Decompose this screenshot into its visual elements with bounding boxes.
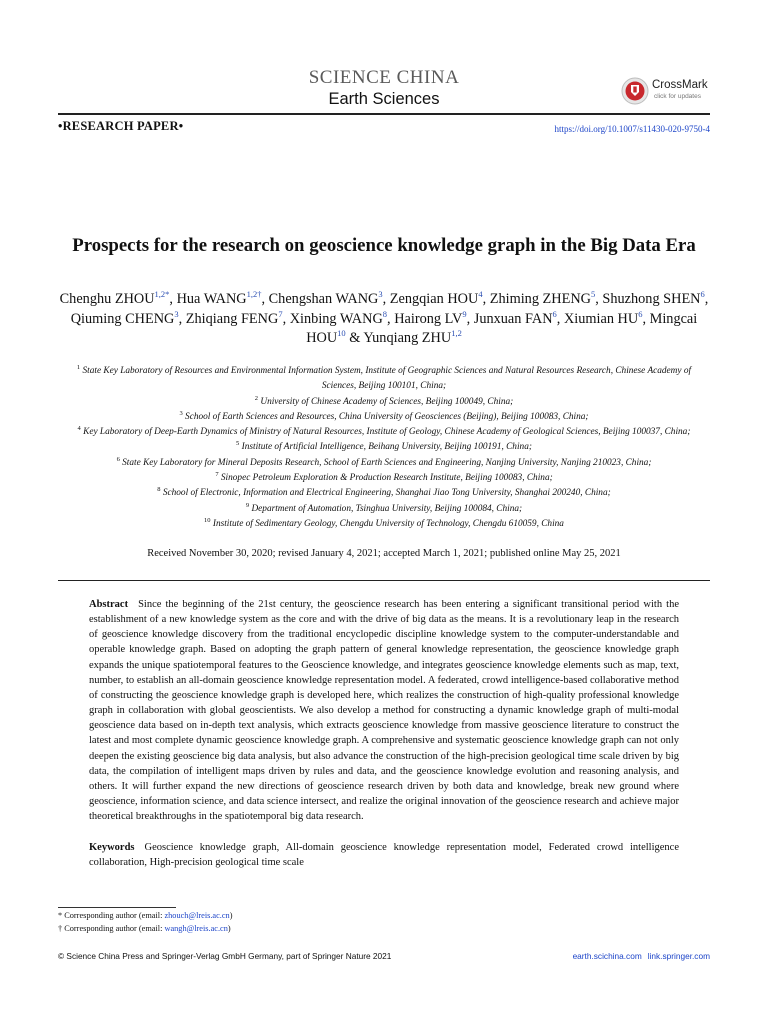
affiliation-item <box>70 517 698 532</box>
author-name: Shuzhong SHEN <box>602 291 701 307</box>
paper-type-label: •RESEARCH PAPER• <box>58 119 184 133</box>
author-name: Xiumian HU <box>563 310 639 327</box>
affiliation-item <box>70 456 698 471</box>
copyright-notice: © Science China Press and Springer-Verlag GmbH Germany, part of Springer Nature 2021 <box>58 951 392 961</box>
author-name: Hairong LV <box>394 310 463 327</box>
affiliation-item <box>70 502 698 517</box>
affiliation-number: 6 <box>116 455 120 463</box>
author-affiliation-mark: 10 <box>337 328 346 339</box>
author-affiliation-mark: 3 <box>174 308 179 319</box>
affiliation-item <box>70 395 698 410</box>
affiliation-text: University of Chinese Academy of Sciences, Beijing 100049, China; <box>260 396 514 407</box>
footnote-close: ) <box>229 911 233 920</box>
crossmark-icon <box>621 77 649 105</box>
affiliation-text: State Key Laboratory of Resources and Environmental Information System, Institute of Geographic Sciences and Natural Resources Research, Chinese Academy of Sciences, Beijing 100101, China; <box>82 366 692 392</box>
author-affiliation-mark: 6 <box>638 308 643 319</box>
keywords-text: Geoscience knowledge graph, All-domain geoscience knowledge representation model, Federated crowd intelligence collaboration, High-precision geological time scale <box>89 842 679 869</box>
footnote-corresponding-2 <box>58 923 231 934</box>
author-affiliation-mark: 6 <box>552 308 557 319</box>
crossmark-subtitle: click for updates <box>654 93 701 100</box>
author-name: Zhiqiang FENG <box>185 310 279 327</box>
paper-title: Prospects for the research on geoscience knowledge graph in the Big Data Era <box>72 235 696 256</box>
author-affiliation-mark: 9 <box>462 308 467 319</box>
affiliation-list <box>70 364 698 532</box>
footer-links <box>567 951 710 961</box>
affiliation-item <box>70 486 698 501</box>
abstract-section <box>89 597 679 824</box>
springer-link[interactable]: link.springer.com <box>647 951 710 961</box>
footnote-mark: * <box>58 911 63 920</box>
author-name: Junxuan FAN <box>473 310 553 327</box>
author-name: Qiuming CHENG <box>70 310 175 327</box>
affiliation-text: Institute of Sedimentary Geology, Chengdu University of Technology, Chengdu 610059, China <box>212 518 564 529</box>
footnote-mark: † <box>58 924 63 933</box>
journal-subtitle: Earth Sciences <box>328 90 440 108</box>
author-affiliation-mark: 1,2† <box>246 289 262 299</box>
footnote-close: ) <box>227 924 231 933</box>
author-list: Chenghu $ZHOU^{1,2*}$, Hua $WANG^{1,2\dagger}$, Chengshan WANG$^3$, Zengqian HOU$^4$, Zhiming ZHENG$^5$, Shuzhong SHEN$^6$, Qiuming CHENG$^3$, Zhiqiang FENG$^7$, Xinbing WANG$^8$, Hairong $LV^9$, Junxuan FAN$^6$, Xiumian $HU^6$, Mingcai HOU$^{10}$ & Yunqiang ZHU$^{1,2}$ <box>59 289 709 347</box>
crossmark-title: CrossMark <box>652 79 708 91</box>
affiliation-number: 4 <box>77 425 81 433</box>
abstract-text: Since the beginning of the 21st century, the geoscience research has been entering a significant transitional period with the establishment of a new knowledge system as the core and with the drive of big data as the means. It is a revolutionary leap in the research of geoscience knowledge discovery from the traditional encyclopedic discipline knowledge system to the computer-understandable and operable knowledge graph. Based on adopting the graph pattern of general knowledge representation, the geoscience knowledge graph expands the unique spatiotemporal features to the Geoscience knowledge, and integrates geoscience knowledge elements such as map, text, number, to establish an all-domain geoscience knowledge representation model. A federated, crowd intelligence-based collaborative method of constructing the geoscience knowledge graph is developed here, which realizes the construction of high-quality professional knowledge graph in collaboration with global geoscientists. We also develop a method for constructing a dynamic knowledge graph of multi-modal geoscience data based on in-depth text analysis, which extracts geoscience knowledge from massive geoscience literature to construct the latest and most complete dynamic geoscience knowledge graph. A comprehensive and systematic geoscience knowledge graph can not only deepen the existing geoscience big data analysis, but also advance the construction of the high-precision geological time scale driven by big data, the compilation of intelligent maps driven by rules and data, and the geoscience knowledge evolution and reasoning analysis, and others. It will further expand the new directions of geoscience research driven by both data and knowledge, break new ground where geoscience, information science, and data science intersect, and realize the original innovation of the geoscience research and achieve major theoretical breakthroughs in the spatiotemporal big data research. <box>89 599 679 823</box>
scichina-link[interactable]: earth.scichina.com <box>572 951 642 961</box>
abstract-divider <box>58 580 710 581</box>
affiliation-text: Sinopec Petroleum Exploration & Production Research Institute, Beijing 100083, China; <box>220 473 553 484</box>
author-name: Chenghu ZHOU <box>59 291 155 307</box>
footnote-divider <box>58 907 176 908</box>
affiliation-text: School of Earth Sciences and Resources, China University of Geosciences (Beijing), Beijing 100083, China; <box>185 411 589 422</box>
author-name: Yunqiang ZHU <box>363 330 452 347</box>
affiliation-text: Institute of Artificial Intelligence, Beihang University, Beijing 100191, China; <box>241 442 532 453</box>
author-name: Zhiming ZHENG <box>489 291 591 307</box>
author-affiliation-mark: 3 <box>378 289 383 299</box>
author-affiliation-mark: 8 <box>382 308 388 319</box>
footnote-label: Corresponding author (email: <box>64 911 165 920</box>
keywords-label: Keywords <box>89 842 135 853</box>
author-name: Hua WANG <box>176 291 247 307</box>
email-link[interactable]: wangh@lreis.ac.cn <box>164 924 228 933</box>
author-affiliation-mark: 6 <box>700 289 705 299</box>
affiliation-item <box>70 364 698 395</box>
affiliation-number: 5 <box>236 440 240 448</box>
affiliation-item <box>70 440 698 455</box>
author-name: Chengshan WANG <box>268 291 379 307</box>
affiliation-text: Department of Automation, Tsinghua University, Beijing 100084, China; <box>251 503 523 514</box>
author-name: Xinbing WANG <box>289 310 383 327</box>
author-affiliation-mark: 1,2* <box>154 289 170 299</box>
footnote-corresponding-1 <box>58 910 232 921</box>
author-affiliation-mark: 1,2 <box>451 328 462 339</box>
affiliation-number: 8 <box>157 486 161 494</box>
publication-dates: Received November 30, 2020; revised January 4, 2021; accepted March 1, 2021; published online May 25, 2021 <box>147 548 621 559</box>
author-affiliation-mark: 5 <box>591 289 596 299</box>
affiliation-text: State Key Laboratory for Mineral Deposits Research, School of Earth Sciences and Engineering, Nanjing University, Nanjing 210023, China; <box>122 457 652 468</box>
abstract-label: Abstract <box>89 599 129 610</box>
author-name: Mingcai HOU <box>306 310 698 347</box>
affiliation-text: School of Electronic, Information and Electrical Engineering, Shanghai Jiao Tong University, Shanghai 200240, China; <box>162 488 611 499</box>
author-affiliation-mark: 7 <box>278 308 283 319</box>
affiliation-number: 9 <box>245 501 250 509</box>
journal-name: SCIENCE CHINA <box>308 67 460 88</box>
header-divider <box>58 113 710 115</box>
affiliation-number: 7 <box>215 471 219 479</box>
affiliation-number: 10 <box>204 516 211 524</box>
affiliation-item <box>70 410 698 425</box>
email-link[interactable]: zhouch@lreis.ac.cn <box>164 911 230 920</box>
affiliation-number: 2 <box>254 394 259 402</box>
crossmark-badge[interactable] <box>621 76 713 106</box>
affiliation-number: 3 <box>179 409 183 417</box>
keywords-section <box>89 840 679 870</box>
author-separator: & <box>345 330 364 347</box>
footnote-label: Corresponding author (email: <box>64 924 165 933</box>
author-affiliation-mark: 4 <box>478 289 483 299</box>
author-name: Zengqian HOU <box>389 291 479 307</box>
affiliation-number: 1 <box>76 364 81 371</box>
affiliation-item <box>70 425 698 440</box>
affiliation-text: Key Laboratory of Deep-Earth Dynamics of Ministry of Natural Resources, Institute of Geology, Chinese Academy of Geological Sciences, Beijing 100037, China; <box>83 427 691 438</box>
doi-link[interactable]: https://doi.org/10.1007/s11430-020-9750-4 <box>554 124 710 134</box>
affiliation-item <box>70 471 698 486</box>
